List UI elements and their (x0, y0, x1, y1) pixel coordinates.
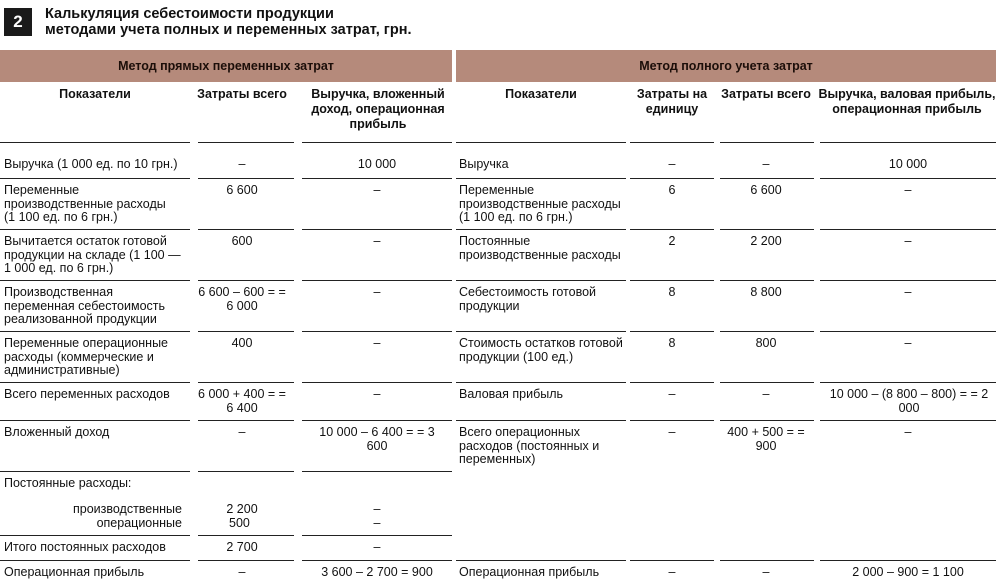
right-row-unit: – (668, 157, 676, 171)
left-row-label: Переменные операционные расходы (коммерческие и административные) (4, 336, 169, 377)
left-row-total: 400 (231, 336, 253, 350)
left-row-revenue: – (373, 516, 381, 530)
left-row-total: 6 600 – 600 = = 6 000 (198, 285, 286, 313)
header-right-unit: Затраты на единицу (636, 87, 708, 116)
right-row-revenue: – (904, 336, 912, 350)
left-row-revenue: – (373, 502, 381, 516)
left-row-revenue: – (373, 234, 381, 248)
rule (720, 142, 814, 143)
left-row-sublabel: производственные (72, 502, 182, 516)
left-row-revenue: 3 600 – 2 700 = 900 (321, 565, 433, 579)
left-row-total: – (238, 425, 246, 439)
left-row-revenue: – (373, 336, 381, 350)
header-right-indicators: Показатели (505, 87, 577, 101)
left-row-label: Операционная прибыль (4, 565, 145, 579)
right-row-revenue: 10 000 – (8 800 – 800) = = 2 000 (829, 387, 989, 415)
right-row-revenue: – (904, 183, 912, 197)
left-row-total: 500 (229, 516, 250, 530)
left-row-revenue: – (373, 540, 381, 554)
left-row-label: Итого постоянных расходов (4, 540, 166, 554)
right-row-total: – (762, 387, 770, 401)
rule (198, 142, 294, 143)
right-row-total: 6 600 (750, 183, 782, 197)
right-row-revenue: – (904, 425, 912, 439)
right-row-total: 400 + 500 = = 900 (727, 425, 805, 453)
right-row-label: Выручка (459, 157, 509, 171)
left-row-revenue: – (373, 183, 381, 197)
right-row-unit: – (668, 387, 676, 401)
rule (630, 142, 714, 143)
right-row-revenue: – (904, 234, 912, 248)
right-row-label: Операционная прибыль (459, 565, 600, 579)
left-row-label: Вычитается остаток готовой продукции на складе (1 100 — 1 000 ед. по 6 грн.) (4, 234, 181, 275)
left-row-sublabel: операционные (96, 516, 182, 530)
left-row-total: 600 (231, 234, 253, 248)
left-row-total: 6 000 + 400 = = 6 400 (198, 387, 286, 415)
right-row-unit: 8 (668, 285, 676, 299)
caption-line-2: методами учета полных и переменных затрат, грн. (45, 22, 412, 38)
left-row-total: – (238, 157, 246, 171)
left-row-label: Переменные производственные расходы (1 100 ед. по 6 грн.) (4, 183, 166, 224)
right-row-revenue: 2 000 – 900 = 1 100 (852, 565, 964, 579)
left-row-label: Всего переменных расходов (4, 387, 170, 401)
left-row-label: Производственная переменная себестоимость реализованной продукции (4, 285, 166, 326)
table-number-badge: 2 (4, 8, 32, 36)
right-row-revenue: – (904, 285, 912, 299)
right-row-total: – (762, 157, 770, 171)
rule (820, 142, 996, 143)
header-right-revenue: Выручка, валовая прибыль, операционная прибыль (818, 87, 996, 116)
right-row-label: Переменные производственные расходы (1 100 ед. по 6 грн.) (459, 183, 621, 224)
right-row-total: 800 (755, 336, 777, 350)
right-row-label: Стоимость остатков готовой продукции (100 ед.) (459, 336, 623, 364)
left-row-label: Постоянные расходы: (4, 476, 132, 490)
header-left-revenue: Выручка, вложенный доход, операционная прибыль (311, 87, 445, 131)
header-right-total: Затраты всего (721, 87, 811, 101)
right-row-unit: – (668, 425, 676, 439)
table-title (4, 6, 412, 38)
right-row-label: Валовая прибыль (459, 387, 564, 401)
header-left-total: Затраты всего (197, 87, 287, 101)
right-row-total: 8 800 (750, 285, 782, 299)
right-row-label: Себестоимость готовой продукции (459, 285, 597, 313)
left-row-revenue: 10 000 (357, 157, 397, 171)
left-row-revenue: 10 000 – 6 400 = = 3 600 (319, 425, 435, 453)
band-full-costing: Метод полного учета затрат (456, 50, 996, 82)
caption-line-1: Калькуляция себестоимости продукции (45, 6, 334, 22)
left-row-total: 2 700 (226, 540, 258, 554)
left-row-total: 6 600 (226, 183, 258, 197)
band-variable-costing: Метод прямых переменных затрат (0, 50, 452, 82)
right-row-revenue: 10 000 (888, 157, 928, 171)
right-row-label: Всего операционных расходов (постоянных и переменных) (459, 425, 600, 466)
left-row-revenue: – (373, 387, 381, 401)
right-row-total: – (762, 565, 770, 579)
rule (0, 142, 190, 143)
rule (456, 142, 626, 143)
left-row-revenue: – (373, 285, 381, 299)
right-row-label: Постоянные производственные расходы (459, 234, 621, 262)
right-row-unit: 2 (668, 234, 676, 248)
rule (302, 142, 452, 143)
right-row-unit: – (668, 565, 676, 579)
left-row-label: Вложенный доход (4, 425, 110, 439)
left-row-label: Выручка (1 000 ед. по 10 грн.) (4, 157, 178, 171)
left-row-total: 2 200 (226, 502, 258, 516)
right-row-unit: 8 (668, 336, 676, 350)
right-row-total: 2 200 (750, 234, 782, 248)
right-row-unit: 6 (668, 183, 676, 197)
table-caption (45, 6, 412, 38)
left-row-total: – (238, 565, 246, 579)
header-left-indicators: Показатели (59, 87, 131, 101)
